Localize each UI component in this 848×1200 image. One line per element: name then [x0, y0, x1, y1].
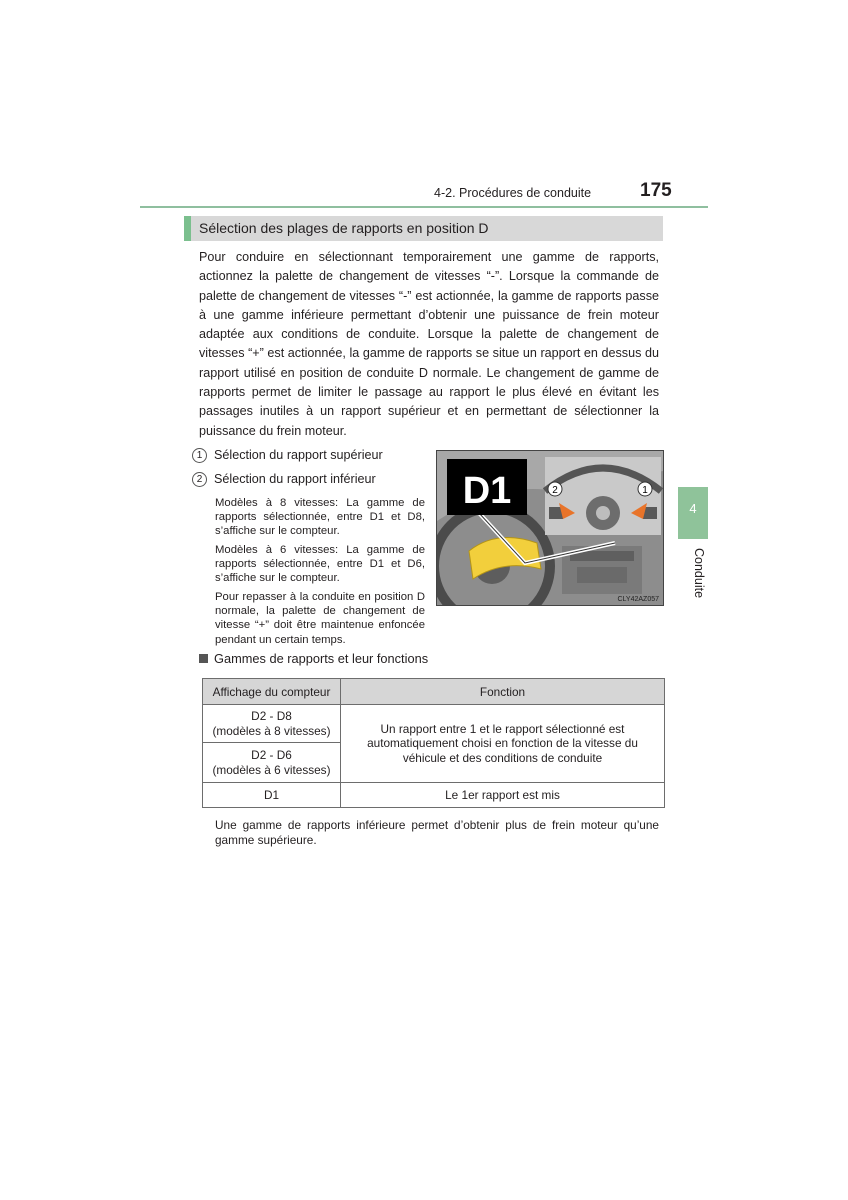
section-title-bar — [184, 216, 663, 241]
note-8-speed: Modèles à 8 vitesses: La gamme de rapports sélectionnée, entre D1 et D8, s’affiche sur le compteur. — [215, 497, 425, 538]
footer-note: Une gamme de rapports inférieure permet d’obtenir plus de frein moteur qu’une gamme supérieure. — [215, 818, 659, 847]
list-item-label: Sélection du rapport inférieur — [214, 472, 376, 486]
display-value: D2 - D8 — [251, 708, 292, 723]
square-bullet-icon — [199, 654, 208, 663]
paddle-shift-illustration — [436, 450, 664, 606]
figure-callout-2: 2 — [552, 485, 558, 496]
gear-range-table — [202, 678, 665, 808]
table-header-function: Fonction — [341, 679, 665, 705]
table-subheading — [199, 651, 428, 666]
figure-display-text: D1 — [462, 470, 512, 512]
list-item-upshift — [192, 448, 383, 463]
table-cell-display — [203, 743, 341, 783]
page-number: 175 — [640, 180, 672, 201]
display-note: (modèles à 8 vitesses) — [212, 723, 331, 738]
table-cell-function-merged: Un rapport entre 1 et le rapport sélectionné est automatiquement choisi en fonction de la vitesse du véhicule et des conditions de conduite — [341, 705, 665, 783]
subheading-text: Gammes de rapports et leur fonctions — [214, 651, 429, 666]
table-header-display: Affichage du compteur — [203, 679, 341, 705]
display-note: (modèles à 6 vitesses) — [212, 762, 331, 777]
chapter-tab-label: Conduite — [692, 548, 706, 599]
note-return-normal: Pour repasser à la conduite en position D normale, la palette de changement de vitesse “+” doit être maintenue enfoncée pendant un certain temps. — [215, 591, 425, 646]
chapter-tab[interactable]: 4 — [678, 487, 708, 539]
table-cell-display: D1 — [203, 783, 341, 808]
table-row — [203, 705, 665, 743]
callout-number: 1 — [192, 448, 207, 463]
table-row — [203, 783, 665, 808]
table-header-row — [203, 679, 665, 705]
display-value: D2 - D6 — [251, 747, 292, 762]
note-6-speed: Modèles à 6 vitesses: La gamme de rapports sélectionnée, entre D1 et D6, s’affiche sur le compteur. — [215, 544, 425, 585]
list-item-label: Sélection du rapport supérieur — [214, 448, 383, 462]
header-divider — [140, 206, 708, 208]
figure-callout-1: 1 — [642, 485, 648, 496]
table-cell-function: Le 1er rapport est mis — [341, 783, 665, 808]
figure-code: CLY42AZ057 — [617, 596, 659, 603]
section-title: Sélection des plages de rapports en position D — [199, 220, 489, 236]
header-section-title: 4-2. Procédures de conduite — [434, 186, 592, 200]
callout-number: 2 — [192, 472, 207, 487]
list-item-downshift — [192, 472, 376, 487]
intro-paragraph: Pour conduire en sélectionnant temporairement une gamme de rapports, actionnez la palette de changement de vitesses “-”. Lorsque la commande de palette de changement de vitesses “-” est actionnée, la gamme de rapports passe à une gamme inférieure permettant d’obtenir une puissance de frein moteur adaptée aux conditions de conduite. Lorsque la palette de changement de vitesses “+” est actionnée, la gamme de rapports se situe un rapport en dessus du rapport utilisé en position de conduite D normale. Le changement de gamme de rapports permet de limiter le passage au rapport le plus élevé en évitant les passages inutiles à un rapport supérieur et en permettant de sélectionner la puissance du frein moteur. — [199, 250, 659, 438]
cockpit-drawing — [437, 451, 663, 605]
table-cell-display — [203, 705, 341, 743]
